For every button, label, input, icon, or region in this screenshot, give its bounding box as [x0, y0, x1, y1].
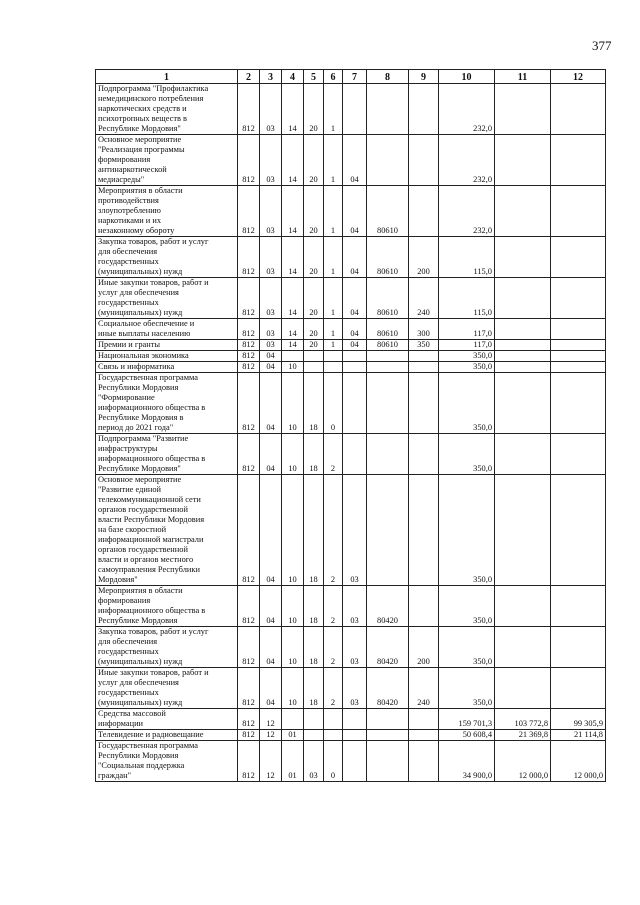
section-code-cell: 03	[260, 237, 282, 278]
program-code-cell: 18	[304, 627, 324, 668]
table-row	[96, 319, 606, 340]
section-code-cell: 04	[260, 586, 282, 627]
activity-code-cell: 04	[343, 319, 367, 340]
activity-code-cell: 03	[343, 668, 367, 709]
subsection-code-cell: 10	[282, 373, 304, 434]
amount-year2-cell	[495, 186, 551, 237]
expense-type-cell: 200	[409, 237, 439, 278]
row-name-cell: Подпрограмма "Профилактика немедицинского потребления наркотических средств и психотропных веществ в Республике Мордовия"	[96, 84, 238, 135]
subprogram-code-cell	[324, 730, 343, 741]
amount-year3-cell: 21 114,8	[551, 730, 606, 741]
table-body	[96, 84, 606, 782]
expense-type-cell	[409, 709, 439, 730]
program-code-cell: 20	[304, 319, 324, 340]
subprogram-code-cell: 1	[324, 186, 343, 237]
activity-code-cell: 03	[343, 586, 367, 627]
amount-year3-cell	[551, 586, 606, 627]
amount-year2-cell: 103 772,8	[495, 709, 551, 730]
subsection-code-cell: 10	[282, 586, 304, 627]
amount-year3-cell	[551, 351, 606, 362]
ministry-code-cell: 812	[238, 627, 260, 668]
direction-code-cell	[367, 84, 409, 135]
ministry-code-cell: 812	[238, 135, 260, 186]
row-name-cell: Связь и информатика	[96, 362, 238, 373]
section-code-cell: 03	[260, 319, 282, 340]
subprogram-code-cell: 0	[324, 741, 343, 782]
subprogram-code-cell: 0	[324, 373, 343, 434]
expense-type-cell	[409, 351, 439, 362]
amount-year1-cell: 350,0	[439, 373, 495, 434]
row-name-cell: Государственная программа Республики Мордовия "Формирование информационного общества в Республике Мордовия в период до 2021 года"	[96, 373, 238, 434]
table-row	[96, 340, 606, 351]
table-row	[96, 362, 606, 373]
table-row	[96, 135, 606, 186]
amount-year2-cell	[495, 434, 551, 475]
row-name-cell: Закупка товаров, работ и услуг для обеспечения государственных (муниципальных) нужд	[96, 627, 238, 668]
section-code-cell: 04	[260, 475, 282, 586]
expense-type-cell	[409, 135, 439, 186]
direction-code-cell: 80610	[367, 278, 409, 319]
direction-code-cell: 80420	[367, 586, 409, 627]
ministry-code-cell: 812	[238, 362, 260, 373]
row-name-cell: Телевидение и радиовещание	[96, 730, 238, 741]
expense-type-cell: 300	[409, 319, 439, 340]
column-header: 6	[324, 70, 343, 84]
column-header: 8	[367, 70, 409, 84]
column-header: 1	[96, 70, 238, 84]
row-name-cell: Иные закупки товаров, работ и услуг для обеспечения государственных (муниципальных) нужд	[96, 668, 238, 709]
amount-year3-cell	[551, 278, 606, 319]
amount-year3-cell	[551, 434, 606, 475]
section-code-cell: 03	[260, 135, 282, 186]
table-row	[96, 373, 606, 434]
ministry-code-cell: 812	[238, 475, 260, 586]
subsection-code-cell: 10	[282, 668, 304, 709]
row-name-cell: Иные закупки товаров, работ и услуг для обеспечения государственных (муниципальных) нужд	[96, 278, 238, 319]
expense-type-cell: 240	[409, 278, 439, 319]
amount-year3-cell	[551, 362, 606, 373]
activity-code-cell: 03	[343, 627, 367, 668]
subprogram-code-cell: 2	[324, 668, 343, 709]
section-code-cell: 03	[260, 278, 282, 319]
amount-year1-cell: 350,0	[439, 668, 495, 709]
subsection-code-cell: 14	[282, 237, 304, 278]
amount-year2-cell	[495, 351, 551, 362]
section-code-cell: 03	[260, 186, 282, 237]
ministry-code-cell: 812	[238, 84, 260, 135]
amount-year1-cell: 50 608,4	[439, 730, 495, 741]
subsection-code-cell: 14	[282, 319, 304, 340]
ministry-code-cell: 812	[238, 741, 260, 782]
amount-year3-cell: 99 305,9	[551, 709, 606, 730]
expense-type-cell	[409, 475, 439, 586]
amount-year1-cell: 350,0	[439, 627, 495, 668]
amount-year1-cell: 350,0	[439, 586, 495, 627]
amount-year3-cell	[551, 668, 606, 709]
subprogram-code-cell: 2	[324, 475, 343, 586]
amount-year1-cell: 232,0	[439, 84, 495, 135]
expense-type-cell	[409, 730, 439, 741]
row-name-cell: Национальная экономика	[96, 351, 238, 362]
expense-type-cell	[409, 741, 439, 782]
subprogram-code-cell: 1	[324, 278, 343, 319]
subsection-code-cell: 01	[282, 741, 304, 782]
direction-code-cell: 80420	[367, 627, 409, 668]
amount-year2-cell	[495, 340, 551, 351]
amount-year2-cell	[495, 373, 551, 434]
subprogram-code-cell: 1	[324, 237, 343, 278]
amount-year3-cell	[551, 340, 606, 351]
subprogram-code-cell: 1	[324, 340, 343, 351]
subsection-code-cell: 14	[282, 84, 304, 135]
amount-year3-cell	[551, 475, 606, 586]
activity-code-cell	[343, 84, 367, 135]
ministry-code-cell: 812	[238, 668, 260, 709]
expense-type-cell: 200	[409, 627, 439, 668]
table-row	[96, 475, 606, 586]
row-name-cell: Мероприятия в области формирования информационного общества в Республике Мордовия	[96, 586, 238, 627]
amount-year3-cell	[551, 627, 606, 668]
subprogram-code-cell: 2	[324, 586, 343, 627]
program-code-cell: 18	[304, 475, 324, 586]
activity-code-cell	[343, 362, 367, 373]
direction-code-cell	[367, 373, 409, 434]
activity-code-cell: 04	[343, 340, 367, 351]
section-code-cell: 04	[260, 434, 282, 475]
subprogram-code-cell: 1	[324, 135, 343, 186]
amount-year2-cell	[495, 475, 551, 586]
ministry-code-cell: 812	[238, 586, 260, 627]
expense-type-cell	[409, 186, 439, 237]
ministry-code-cell: 812	[238, 373, 260, 434]
amount-year3-cell	[551, 135, 606, 186]
section-code-cell: 12	[260, 709, 282, 730]
direction-code-cell	[367, 362, 409, 373]
program-code-cell	[304, 351, 324, 362]
program-code-cell: 20	[304, 84, 324, 135]
activity-code-cell: 04	[343, 135, 367, 186]
amount-year1-cell: 115,0	[439, 278, 495, 319]
subsection-code-cell: 14	[282, 135, 304, 186]
expense-type-cell	[409, 84, 439, 135]
direction-code-cell	[367, 741, 409, 782]
amount-year1-cell: 350,0	[439, 351, 495, 362]
program-code-cell: 18	[304, 434, 324, 475]
row-name-cell: Мероприятия в области противодействия злоупотреблению наркотиками и их незаконному обороту	[96, 186, 238, 237]
program-code-cell: 03	[304, 741, 324, 782]
subprogram-code-cell	[324, 362, 343, 373]
amount-year3-cell	[551, 319, 606, 340]
row-name-cell: Подпрограмма "Развитие инфраструктуры информационного общества в Республике Мордовия"	[96, 434, 238, 475]
section-code-cell: 04	[260, 627, 282, 668]
direction-code-cell	[367, 475, 409, 586]
expense-type-cell	[409, 434, 439, 475]
program-code-cell: 20	[304, 135, 324, 186]
amount-year1-cell: 34 900,0	[439, 741, 495, 782]
ministry-code-cell: 812	[238, 237, 260, 278]
section-code-cell: 12	[260, 730, 282, 741]
amount-year2-cell	[495, 237, 551, 278]
table-row	[96, 741, 606, 782]
ministry-code-cell: 812	[238, 319, 260, 340]
activity-code-cell: 03	[343, 475, 367, 586]
direction-code-cell	[367, 135, 409, 186]
subsection-code-cell: 10	[282, 362, 304, 373]
expense-type-cell	[409, 362, 439, 373]
table-row	[96, 668, 606, 709]
ministry-code-cell: 812	[238, 730, 260, 741]
amount-year1-cell: 159 701,3	[439, 709, 495, 730]
column-header: 2	[238, 70, 260, 84]
amount-year2-cell	[495, 319, 551, 340]
amount-year1-cell: 232,0	[439, 135, 495, 186]
subprogram-code-cell: 1	[324, 319, 343, 340]
subprogram-code-cell: 1	[324, 84, 343, 135]
ministry-code-cell: 812	[238, 340, 260, 351]
ministry-code-cell: 812	[238, 434, 260, 475]
row-name-cell: Основное мероприятие "Реализация программы формирования антинаркотической медиасреды"	[96, 135, 238, 186]
program-code-cell	[304, 362, 324, 373]
row-name-cell: Государственная программа Республики Мордовия "Социальная поддержка граждан"	[96, 741, 238, 782]
column-header: 3	[260, 70, 282, 84]
subprogram-code-cell	[324, 709, 343, 730]
row-name-cell: Социальное обеспечение и иные выплаты населению	[96, 319, 238, 340]
subsection-code-cell: 14	[282, 340, 304, 351]
subsection-code-cell	[282, 351, 304, 362]
table-row	[96, 237, 606, 278]
program-code-cell: 20	[304, 186, 324, 237]
amount-year2-cell	[495, 362, 551, 373]
amount-year3-cell	[551, 186, 606, 237]
program-code-cell: 20	[304, 340, 324, 351]
ministry-code-cell: 812	[238, 278, 260, 319]
amount-year1-cell: 350,0	[439, 362, 495, 373]
amount-year1-cell: 350,0	[439, 475, 495, 586]
activity-code-cell	[343, 741, 367, 782]
column-header: 7	[343, 70, 367, 84]
activity-code-cell: 04	[343, 278, 367, 319]
section-code-cell: 04	[260, 668, 282, 709]
program-code-cell: 18	[304, 373, 324, 434]
section-code-cell: 04	[260, 351, 282, 362]
section-code-cell: 03	[260, 340, 282, 351]
section-code-cell: 04	[260, 373, 282, 434]
activity-code-cell	[343, 351, 367, 362]
direction-code-cell	[367, 709, 409, 730]
column-header: 12	[551, 70, 606, 84]
row-name-cell: Основное мероприятие "Развитие единой телекоммуникационной сети органов государственной власти Республики Мордовия на базе скоростной информационной магистрали органов государственной власти и органов местного самоуправления Республики Мордовия"	[96, 475, 238, 586]
activity-code-cell: 04	[343, 186, 367, 237]
program-code-cell: 20	[304, 237, 324, 278]
amount-year3-cell	[551, 373, 606, 434]
expense-type-cell	[409, 586, 439, 627]
activity-code-cell	[343, 373, 367, 434]
section-code-cell: 12	[260, 741, 282, 782]
direction-code-cell: 80610	[367, 186, 409, 237]
subprogram-code-cell: 2	[324, 434, 343, 475]
ministry-code-cell: 812	[238, 186, 260, 237]
row-name-cell: Премии и гранты	[96, 340, 238, 351]
table-row	[96, 434, 606, 475]
subsection-code-cell	[282, 709, 304, 730]
expense-type-cell: 240	[409, 668, 439, 709]
amount-year3-cell	[551, 237, 606, 278]
program-code-cell	[304, 730, 324, 741]
subsection-code-cell: 01	[282, 730, 304, 741]
table-row	[96, 627, 606, 668]
direction-code-cell	[367, 434, 409, 475]
amount-year2-cell: 12 000,0	[495, 741, 551, 782]
amount-year1-cell: 115,0	[439, 237, 495, 278]
direction-code-cell	[367, 730, 409, 741]
direction-code-cell: 80610	[367, 340, 409, 351]
program-code-cell: 20	[304, 278, 324, 319]
amount-year2-cell	[495, 586, 551, 627]
amount-year3-cell: 12 000,0	[551, 741, 606, 782]
amount-year3-cell	[551, 84, 606, 135]
table-row	[96, 84, 606, 135]
table-row	[96, 709, 606, 730]
subsection-code-cell: 10	[282, 627, 304, 668]
subsection-code-cell: 14	[282, 278, 304, 319]
amount-year2-cell	[495, 84, 551, 135]
table-row	[96, 730, 606, 741]
program-code-cell: 18	[304, 586, 324, 627]
amount-year1-cell: 232,0	[439, 186, 495, 237]
row-name-cell: Средства массовой информации	[96, 709, 238, 730]
amount-year2-cell: 21 369,8	[495, 730, 551, 741]
program-code-cell	[304, 709, 324, 730]
direction-code-cell: 80420	[367, 668, 409, 709]
column-header: 5	[304, 70, 324, 84]
subprogram-code-cell	[324, 351, 343, 362]
amount-year1-cell: 117,0	[439, 340, 495, 351]
amount-year2-cell	[495, 278, 551, 319]
amount-year1-cell: 350,0	[439, 434, 495, 475]
ministry-code-cell: 812	[238, 709, 260, 730]
program-code-cell: 18	[304, 668, 324, 709]
activity-code-cell	[343, 730, 367, 741]
section-code-cell: 03	[260, 84, 282, 135]
direction-code-cell	[367, 351, 409, 362]
column-header: 11	[495, 70, 551, 84]
column-header: 9	[409, 70, 439, 84]
subprogram-code-cell: 2	[324, 627, 343, 668]
ministry-code-cell: 812	[238, 351, 260, 362]
activity-code-cell: 04	[343, 237, 367, 278]
amount-year2-cell	[495, 668, 551, 709]
section-code-cell: 04	[260, 362, 282, 373]
expense-type-cell: 350	[409, 340, 439, 351]
table-row	[96, 186, 606, 237]
column-header: 4	[282, 70, 304, 84]
table-row	[96, 278, 606, 319]
activity-code-cell	[343, 709, 367, 730]
row-name-cell: Закупка товаров, работ и услуг для обеспечения государственных (муниципальных) нужд	[96, 237, 238, 278]
activity-code-cell	[343, 434, 367, 475]
table-header-row	[96, 70, 606, 84]
table-row	[96, 351, 606, 362]
direction-code-cell: 80610	[367, 237, 409, 278]
column-header: 10	[439, 70, 495, 84]
expense-type-cell	[409, 373, 439, 434]
subsection-code-cell: 10	[282, 475, 304, 586]
page-number: 377	[592, 38, 612, 53]
amount-year1-cell: 117,0	[439, 319, 495, 340]
subsection-code-cell: 10	[282, 434, 304, 475]
amount-year2-cell	[495, 627, 551, 668]
table-row	[96, 586, 606, 627]
subsection-code-cell: 14	[282, 186, 304, 237]
direction-code-cell: 80610	[367, 319, 409, 340]
budget-table	[95, 69, 606, 782]
amount-year2-cell	[495, 135, 551, 186]
